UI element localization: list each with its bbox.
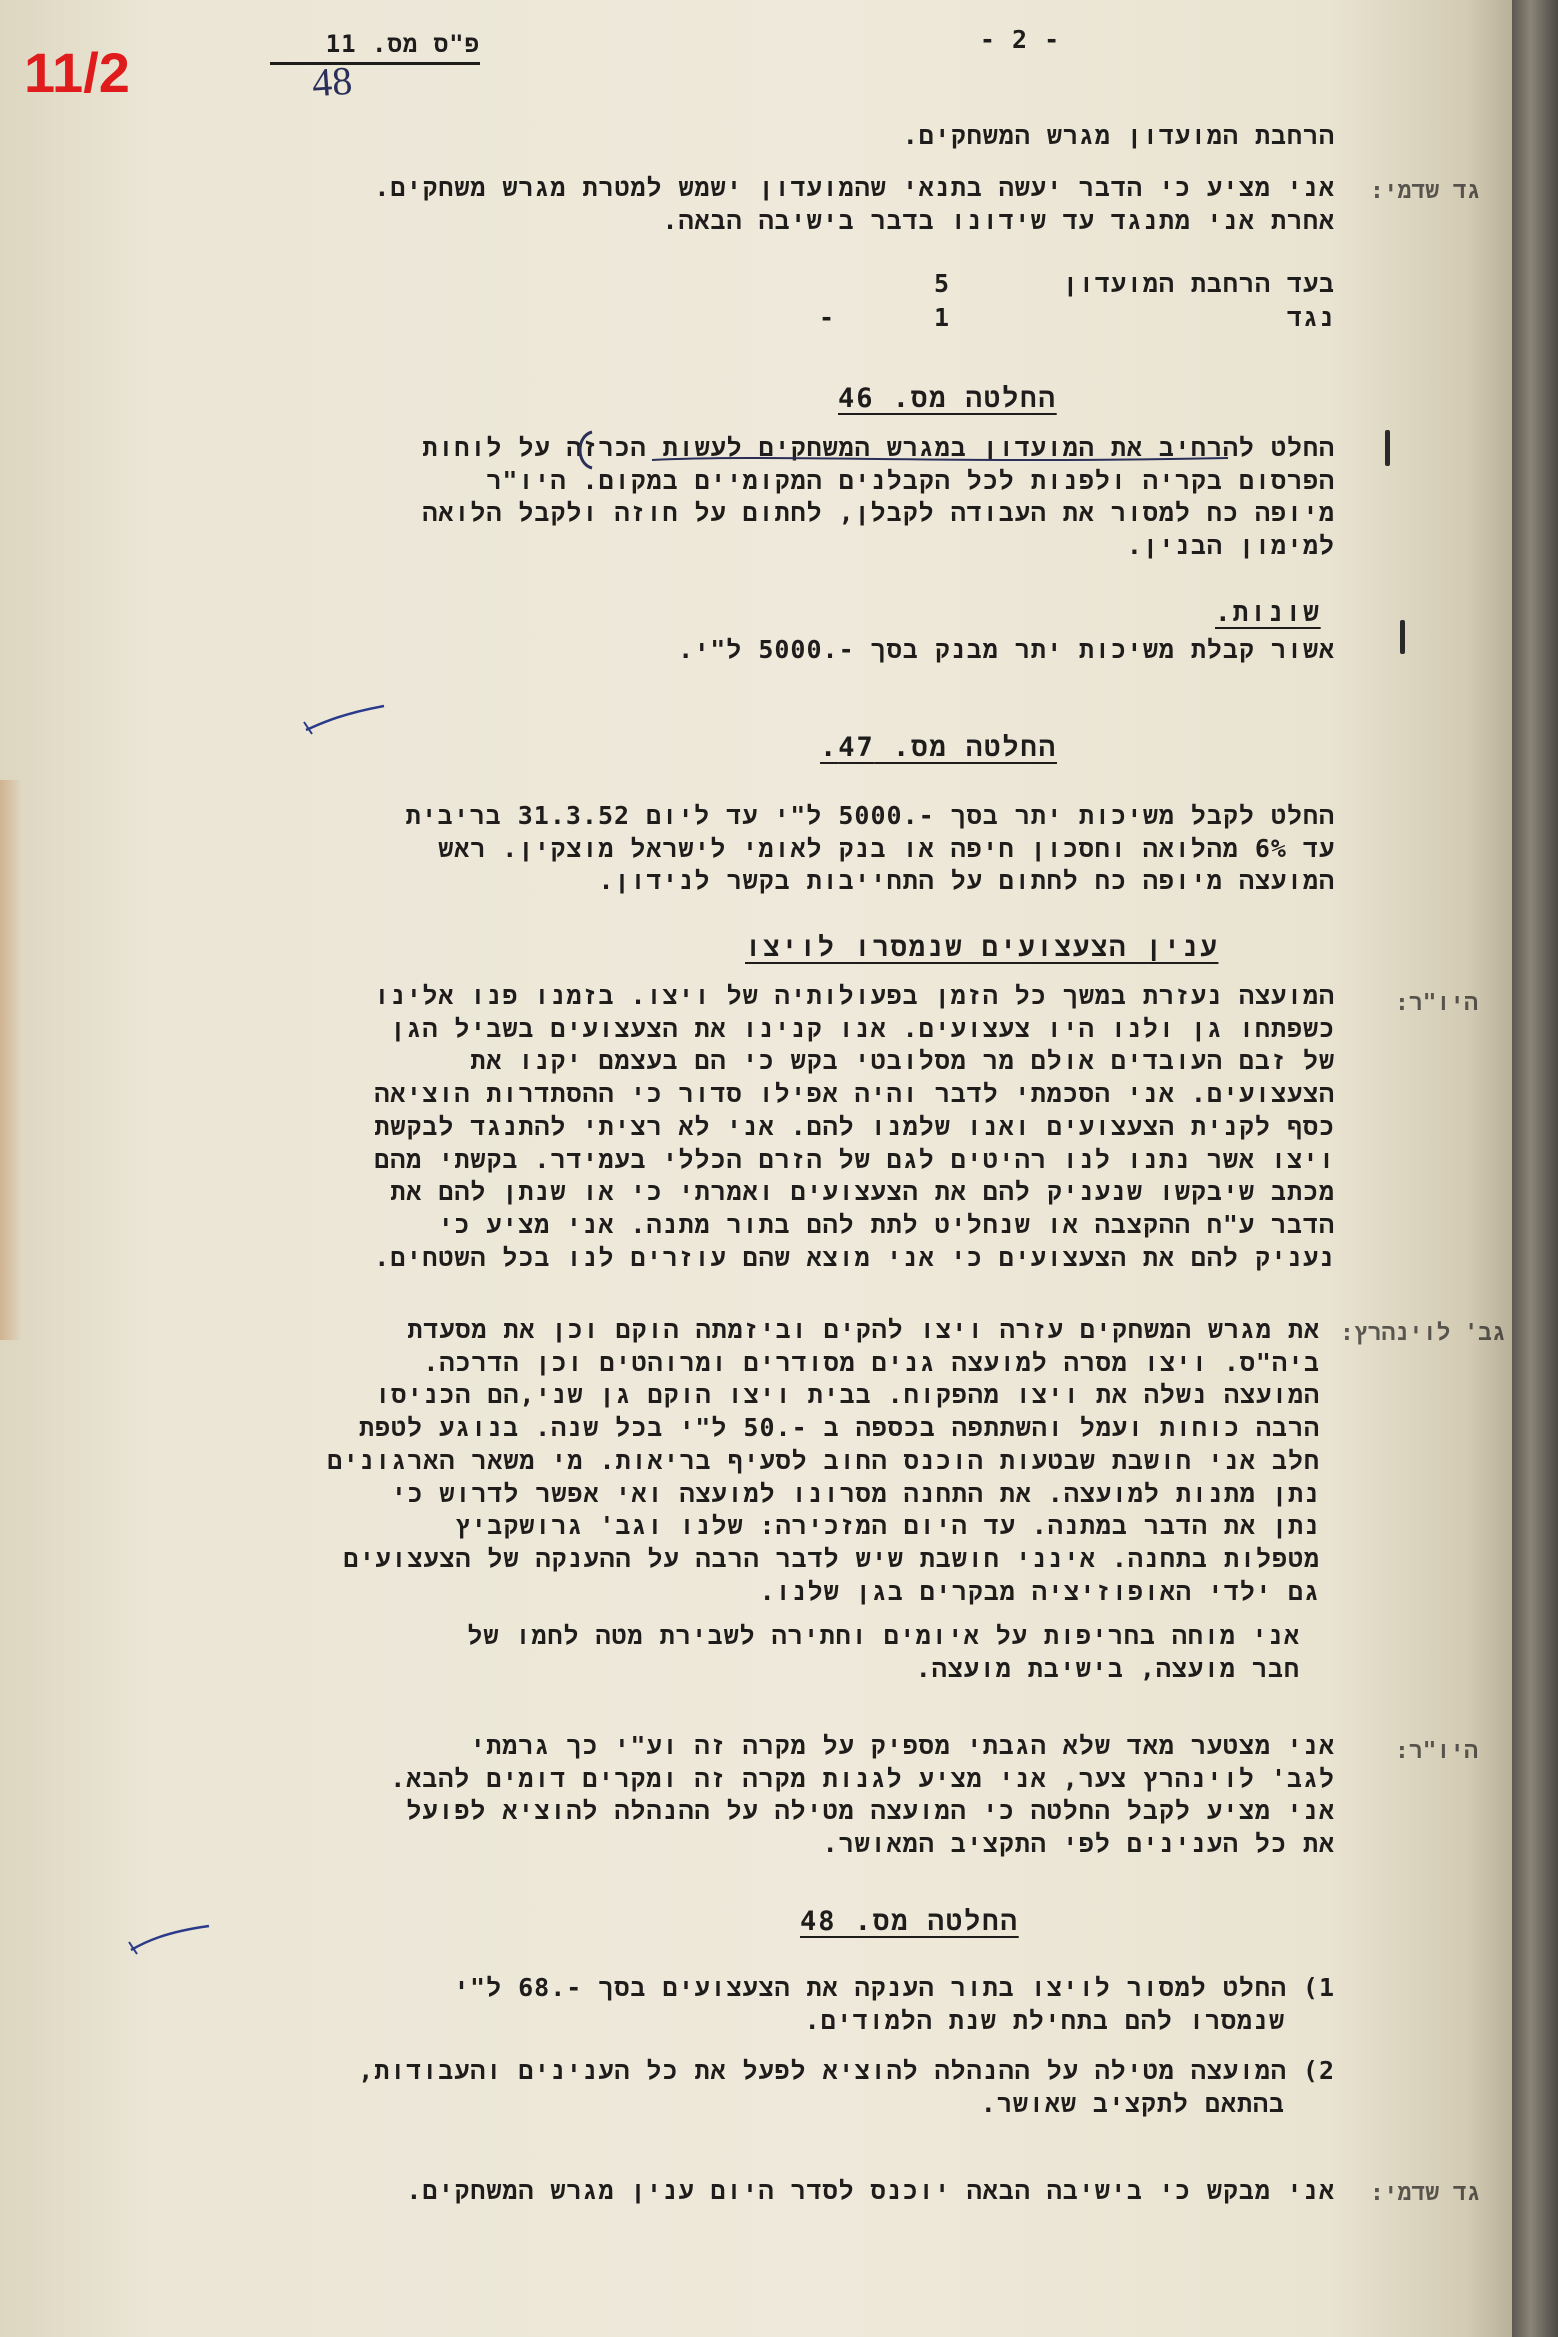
text-line: את כל הענינים לפי התקציב המאושר. [822,1829,1335,1859]
text-line: הרבה כוחות ועמל והשתתפה בכספה ב -.50 ל"י בכל שנה. בנוגע לטפת [359,1413,1320,1443]
text-line: ויצו אשר נתנו לנו רהיטים לגם של הזרם הכללי בעמידר. בקשתי מהם [374,1144,1335,1174]
text-line: הדבר ע"ח ההקצבה או שנחליט לתת להם בתור מתנה. אני מציע כי [438,1209,1335,1239]
text-line: אני מציע כי הדבר יעשה בתנאי שהמועדון ישמש למטרת מגרש משחקים. [374,173,1335,202]
handwritten-number: 48 [310,57,354,106]
text-line: חלב אני חושבת שבטעות הוכנס החוב לסעיף בריאות. מי משאר הארגונים [327,1445,1320,1475]
vote-for-count: 5 [933,269,950,298]
levinhertz-protest [220,1620,1300,1685]
text-line: את מגרש המשחקים עזרה ויצו להקים וביזמתה הוקם וכן את מסעדת [407,1315,1320,1344]
text-line: נתן את הדבר במתנה. עד היום המזכירה: שלנו וגב' גרושקביץ [455,1511,1320,1541]
misc-title: שונות. [1215,598,1321,628]
text-line: אחרת אני מתנגד עד שידונו בדבר בישיבה הבאה. [662,205,1335,235]
text-line: 2) המועצה מטילה על ההנהלה להוציא לפעל את כל הענינים והעבודות, [358,2056,1335,2085]
text-line: המועצה מיופה כח לחתום על התחייבות בקשר לנידון. [598,866,1335,896]
resolution-title: החלטה מס. 48 [800,1906,1019,1937]
vote-for-label: בעד הרחבת המועדון [1062,269,1335,298]
resolution-title: החלטה מס. 47. [820,732,1057,763]
vote-against-count: 1 [933,303,950,332]
text-line: כשפתחו גן ולנו היו צעצועים. אנו קנינו את הצעצועים בשביל הגן [390,1013,1335,1043]
text-line: 1) החלט למסור לויצו בתור הענקה את הצעצועים בסך -.68 ל"י [454,1973,1335,2002]
speaker-label: גד שדמי: [1370,178,1481,204]
protocol-number: פ"ס מס. 11 [270,28,480,65]
text-line: אני מציע לקבל החלטה כי המועצה מטילה על ההנהלה להוציא לפועל [406,1796,1335,1826]
margin-mark [1385,430,1390,466]
resolution-title: החלטה מס. 46 [838,383,1057,414]
text-line: החלט לקבל משיכות יתר בסך -.5000 ל"י עד ליום 31.3.52 בריבית [405,801,1335,830]
vote-against-label: נגד [1286,303,1335,332]
chair-statement [110,980,1335,1274]
text-line: מיופה כח למסור את העבודה לקבלן, לחתום על חוזה ולקבל הלואה [422,498,1335,528]
text-line: לגב' לוינהרץ צער, אני מציע לגנות מקרה זה ומקרים דומים להבא. [390,1763,1335,1793]
page-ref-label: 11/2 [24,41,130,104]
handwritten-underline [650,452,1230,468]
text-line: נעניק להם את הצעצועים כי אני מוצא שהם עוזרים לנו בכל השטחים. [374,1242,1335,1272]
paragraph-proposal [110,172,1335,237]
margin-mark [1400,620,1405,654]
speaker-label: היו"ר: [1395,990,1478,1016]
speaker-label: גב' לוינהרץ: [1340,1320,1506,1346]
text-line: נתן מתנות למועצה. את התחנה מסרונו למועצה ואי אפשר לדרוש כי [391,1478,1320,1508]
text-line: אני מוחה בחריפות על איומים וחתירה לשבירת מטה לחמו של [467,1621,1300,1650]
text-line: למימון הבנין. [1126,531,1335,561]
speaker-label: היו"ר: [1395,1738,1478,1764]
text-line: הצעצועים. אני הסכמתי לדבר והיה אפילו סדור כי ההסתדרות הוציאה [374,1079,1335,1109]
text-line: עד 6% מהלואה וחסכון חיפה או בנק לאומי לישראל מוצקין. ראש [438,833,1335,863]
text-line: מטפלות בתחנה. אינני חושבת שיש לדבר הרבה על ההענקה של הצעצועים [343,1543,1320,1573]
book-spine [1512,0,1558,2337]
page-number: - 2 - [979,25,1061,54]
text-line: הפרסום בקריה ולפנות לכל הקבלנים המקומיים במקום. היו"ר [486,465,1335,495]
text-line: גם ילדי האופוזיציה מבקרים בגן שלנו. [759,1576,1320,1606]
resolution-48-item-1 [180,1972,1335,2037]
resolution-48-item-2 [110,2055,1335,2120]
chair-response [180,1730,1335,1861]
section-title: ענין הצעצועים שנמסרו לויצו [745,932,1219,963]
handwritten-checkmark [125,1920,215,1960]
text-line: אני מצטער מאד שלא הגבתי מספיק על מקרה זה וע"י כך גרמתי [470,1731,1335,1760]
text-line: החלט להרחיב את המועדון במגרש המשחקים לעשות הכרזה על לוחות [422,433,1335,462]
text-line: של זבם העובדים אולם מר מסלובטי בקש כי הם בעצמם יקנו את [470,1046,1335,1076]
paper-stain [0,780,22,1340]
text-line: כסף לקנית הצעצועים ואנו שלמנו להם. אני לא רציתי להתנגד לבקשת [374,1111,1335,1141]
resolution-47-text [110,800,1335,898]
text-line: שנמסרו להם בתחילת שנת הלמודים. [804,2005,1285,2035]
text-line: חבר מועצה, בישיבת מועצה. [915,1653,1300,1683]
text-line: מכתב שיבקשו שנעניק להם את הצעצועים ואמרתי כי או שנתן להם את [390,1177,1335,1207]
misc-line: אשור קבלת משיכות יתר מבנק בסך -.5000 ל"י. [678,635,1335,664]
text-line: בהתאם לתקציב שאושר. [980,2088,1285,2118]
text-line: ביה"ס. ויצו מסרה למועצה גנים מסודרים ומרוהטים וכן הדרכה. [423,1347,1320,1377]
intro-line: הרחבת המועדון מגרש המשחקים. [902,121,1335,150]
text-line: המועצה נשלה את ויצו מהפקוח. בבית ויצו הוקם גן שני,הם הכניסו [375,1380,1320,1410]
text-line: המועצה נעזרת במשך כל הזמן בפעולותיה של ויצו. בזמנו פנו אלינו [374,981,1335,1010]
handwritten-bracket [570,428,600,472]
closing-line: אני מבקש כי בישיבה הבאה יוכנס לסדר היום ענין מגרש המשחקים. [406,2176,1335,2205]
levinhertz-statement [110,1314,1320,1608]
dash: - [818,303,835,332]
speaker-label: גד שדמי: [1370,2180,1481,2206]
handwritten-checkmark [300,700,390,740]
